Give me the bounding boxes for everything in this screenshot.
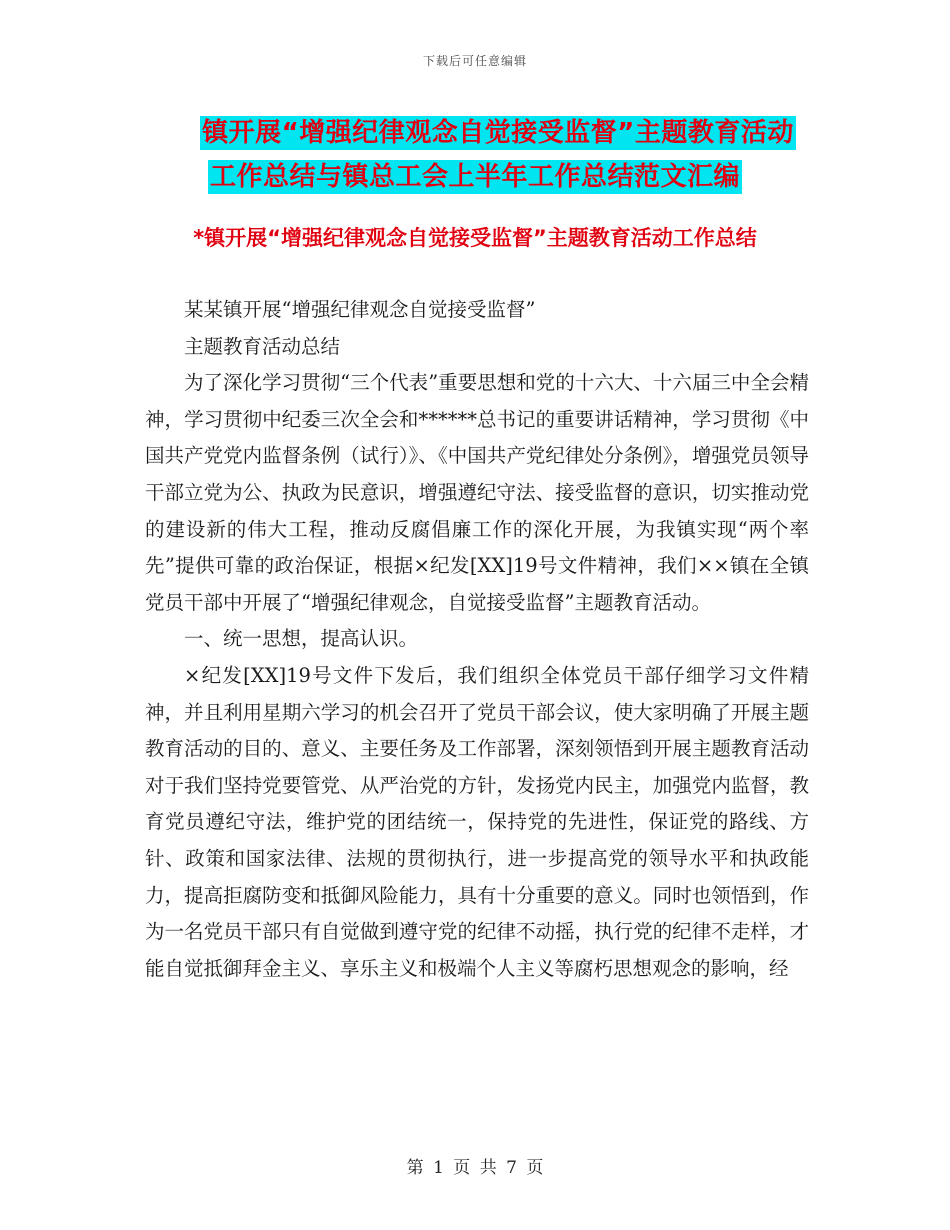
document-title-line-2 bbox=[0, 156, 950, 193]
document-title-text-1: 镇开展“增强纪律观念自觉接受监督”主题教育活动 bbox=[202, 118, 794, 148]
paragraph: 为了深化学习贯彻“三个代表”重要思想和党的十六大、十六届三中全会精神，学习贯彻中纪委三次全会和******总书记的重要讲话精神，学习贯彻《中国共产党党内监督条例（试行）》、《中国共产党纪律处分条例》，增强党员领导干部立党为公、执政为民意识，增强遵纪守法、接受监督的意识，切实推动党的建设新的伟大工程，推动反腐倡廉工作的深化开展，为我镇实现“两个率先”提供可靠的政治保证，根据×纪发[XX]19号文件精神，我们××镇在全镇党员干部中开展了“增强纪律观念，自觉接受监督”主题教育活动。 bbox=[145, 371, 809, 614]
paragraph: ×纪发[XX]19号文件下发后，我们组织全体党员干部仔细学习文件精神，并且利用星期六学习的机会召开了党员干部会议，使大家明确了开展主题教育活动的目的、意义、主要任务及工作部署，深刻领悟到开展主题教育活动对于我们坚持党要管党、从严治党的方针，发扬党内民主，加强党内监督，教育党员遵纪守法，维护党的团结统一，保持党的先进性，保证党的路线、方针、政策和国家法律、法规的贯彻执行，进一步提高党的领导水平和执政能力，提高拒腐防变和抵御风险能力，具有十分重要的意义。同时也领悟到，作为一名党员干部只有自觉做到遵守党的纪律不动摇，执行党的纪律不走样，才能自觉抵御拜金主义、享乐主义和极端个人主义等腐朽思想观念的影响，经 bbox=[145, 663, 809, 980]
document-title-text-2: 工作总结与镇总工会上半年工作总结范文汇编 bbox=[209, 162, 740, 192]
paragraph: 一、统一思想，提高认识。 bbox=[184, 627, 419, 651]
page-number-footer: 第 1 页 共 7 页 bbox=[406, 1158, 544, 1178]
document-title-line-1 bbox=[0, 112, 950, 149]
section-title: *镇开展“增强纪律观念自觉接受监督”主题教育活动工作总结 bbox=[193, 226, 757, 250]
paragraph: 某某镇开展“增强纪律观念自觉接受监督” bbox=[184, 298, 536, 321]
paragraph: 主题教育活动总结 bbox=[184, 334, 341, 358]
header-note: 下载后可任意编辑 bbox=[422, 54, 527, 68]
document-body bbox=[145, 292, 809, 987]
